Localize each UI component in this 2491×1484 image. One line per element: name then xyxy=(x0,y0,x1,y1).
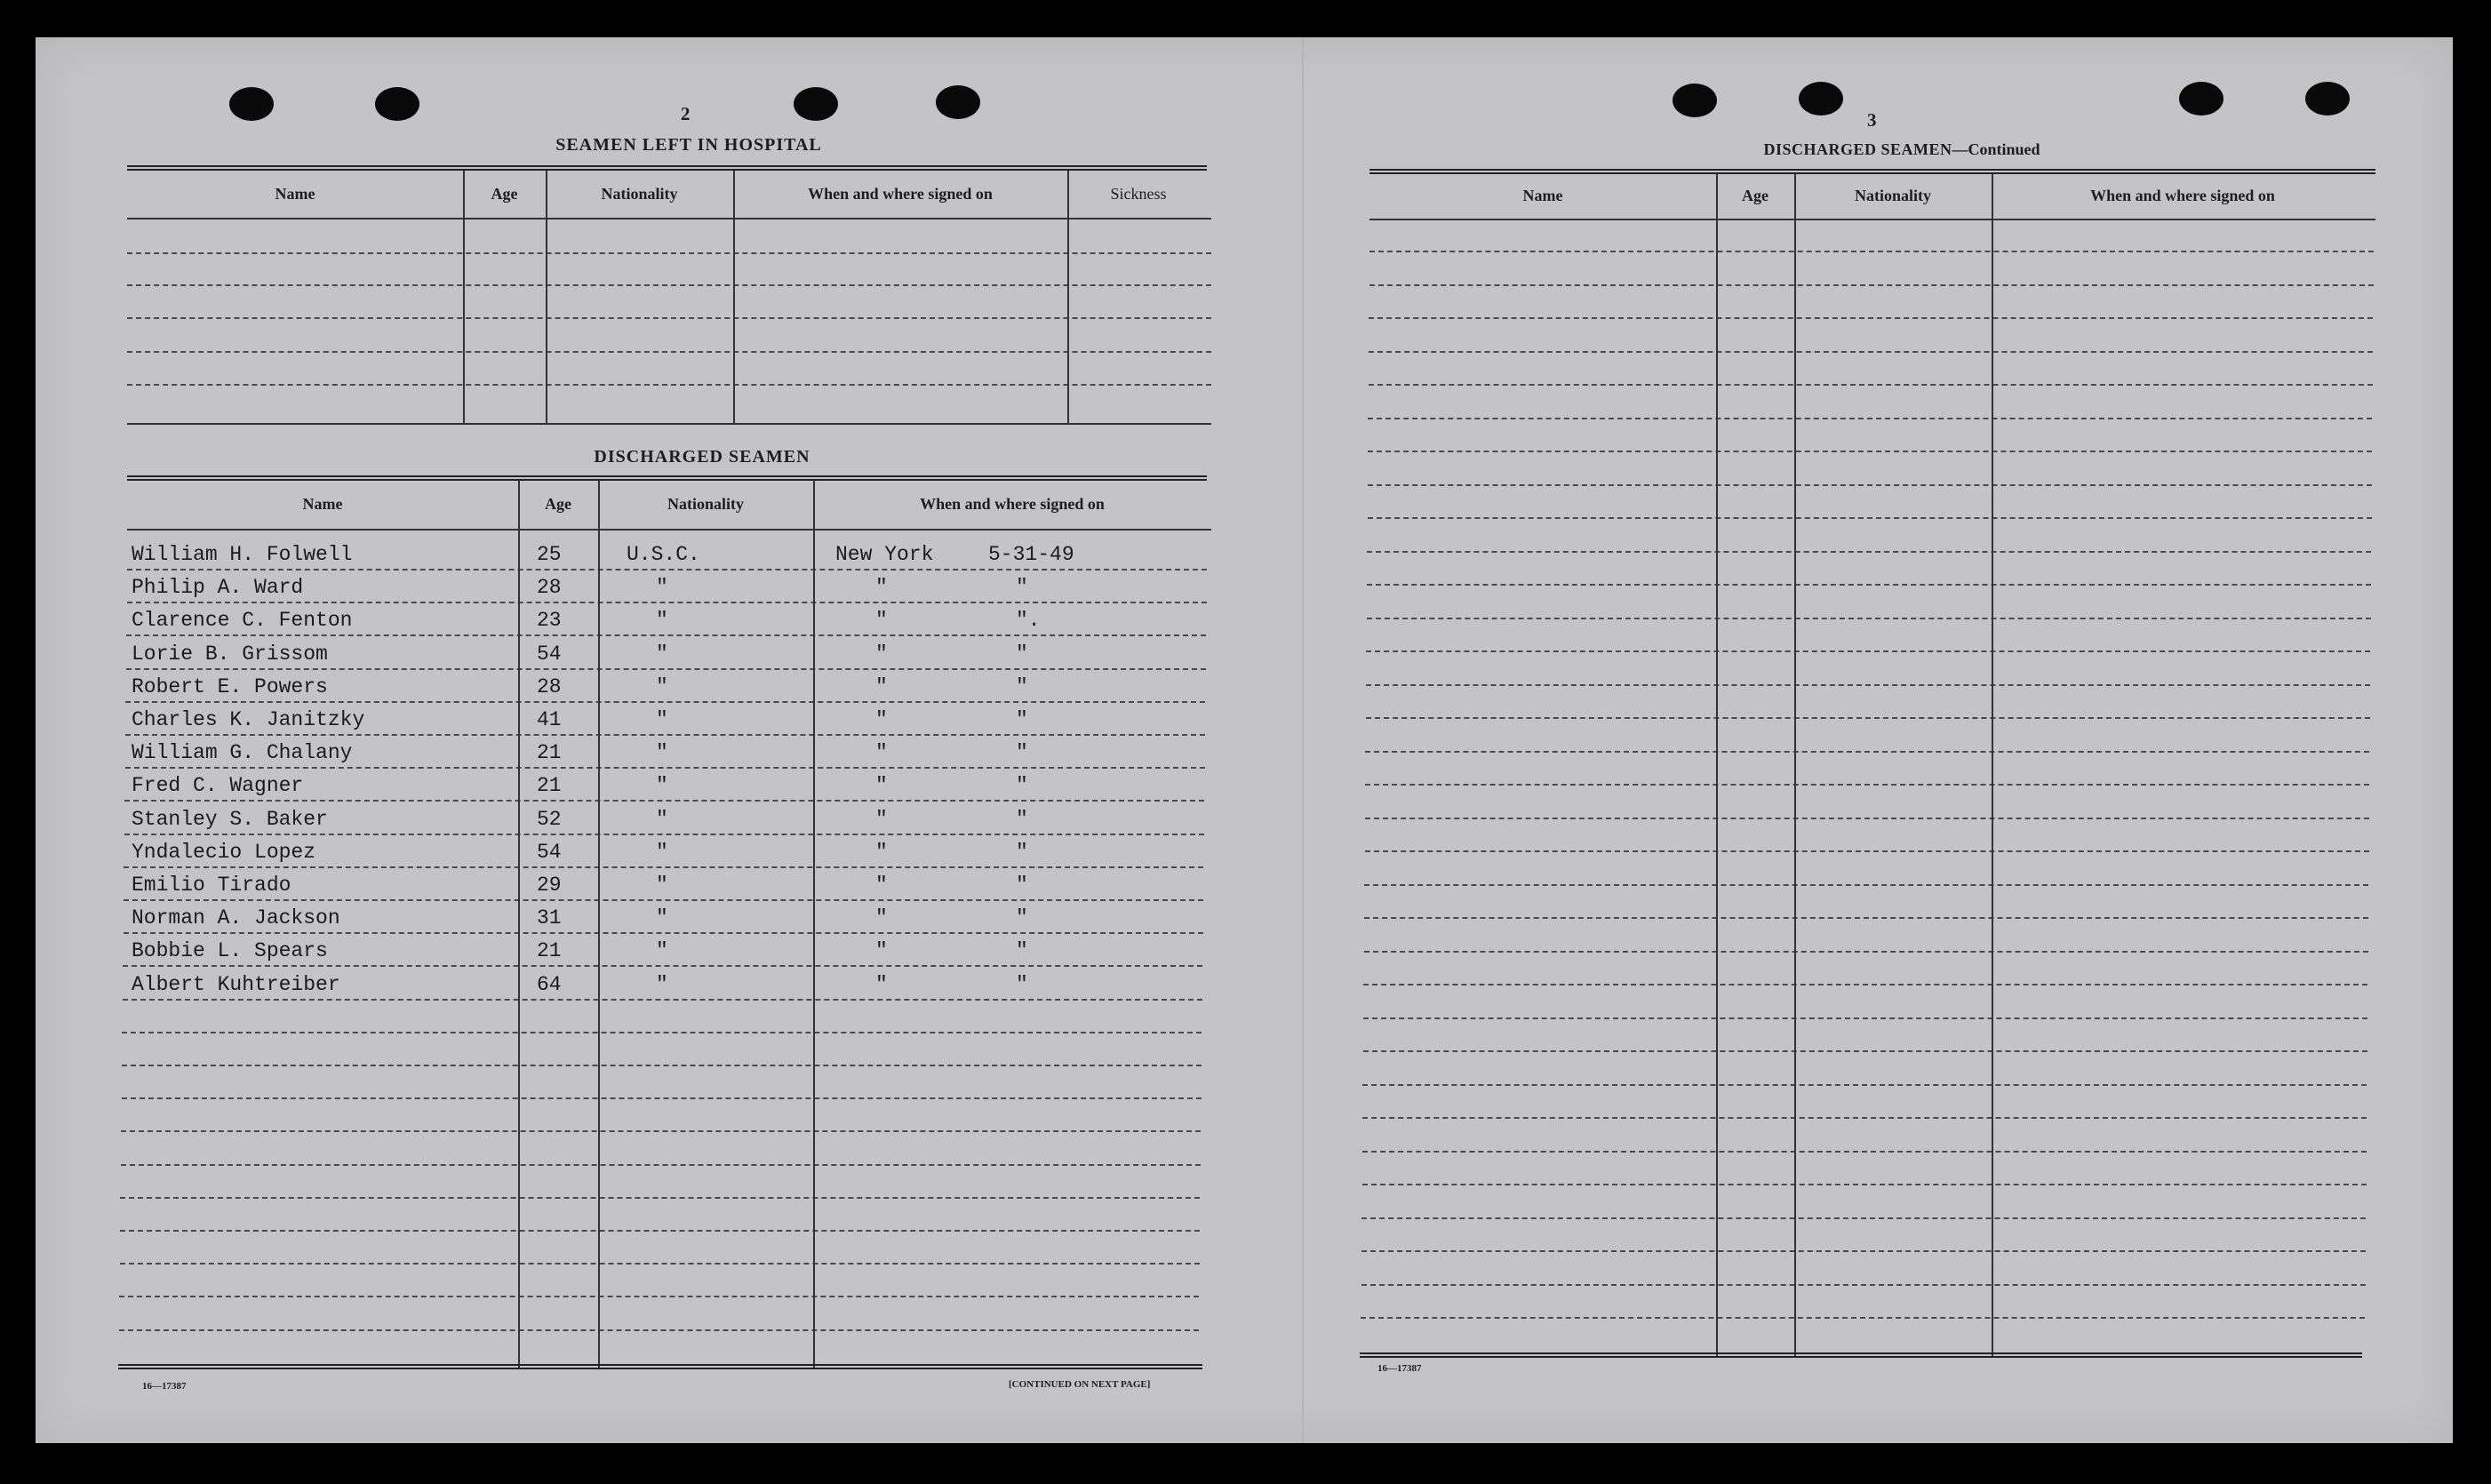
row-rule xyxy=(1366,684,2370,686)
row-signed-place: " xyxy=(875,609,888,632)
right-header-signed-on: When and where signed on xyxy=(2090,187,2275,204)
row-nationality: " xyxy=(656,906,668,929)
row-nationality: " xyxy=(656,808,668,831)
row-age: 54 xyxy=(537,841,562,864)
row-name: Fred C. Wagner xyxy=(132,774,304,797)
row-rule xyxy=(120,1263,1200,1265)
row-rule xyxy=(125,734,1205,736)
row-nationality: " xyxy=(656,939,668,962)
row-signed-place: " xyxy=(875,675,888,698)
row-signed-place: " xyxy=(875,939,888,962)
hospital-row-rule xyxy=(127,284,1211,286)
hospital-header-sickness: Sickness xyxy=(1110,185,1167,203)
row-rule xyxy=(122,1032,1202,1033)
punch-hole xyxy=(794,87,838,121)
row-rule xyxy=(1365,784,2369,786)
row-nationality: " xyxy=(656,642,668,666)
discharged-header-nationality: Nationality xyxy=(667,495,744,513)
row-rule xyxy=(127,569,1207,570)
row-signed-place: " xyxy=(875,841,888,864)
row-name: Emilio Tirado xyxy=(132,874,291,897)
row-rule xyxy=(125,701,1205,703)
discharged-col-divider xyxy=(598,480,600,1368)
row-rule xyxy=(124,866,1203,868)
row-age: 64 xyxy=(537,973,562,996)
row-age: 21 xyxy=(537,774,562,797)
row-signed-date: " xyxy=(1016,939,1028,962)
hospital-col-divider xyxy=(463,171,465,423)
punch-hole xyxy=(1799,82,1843,116)
right-col-divider xyxy=(1992,174,1993,1356)
row-signed-place: " xyxy=(875,708,888,731)
row-rule xyxy=(1367,618,2371,619)
row-rule xyxy=(127,602,1207,603)
row-rule xyxy=(1362,1151,2367,1153)
right-header-rule xyxy=(1369,219,2375,220)
hospital-header-nationality: Nationality xyxy=(601,185,678,203)
row-rule xyxy=(119,1296,1199,1297)
row-nationality: " xyxy=(656,609,668,632)
row-rule xyxy=(1369,351,2373,353)
right-col-divider xyxy=(1794,174,1796,1356)
row-age: 31 xyxy=(537,906,562,929)
row-signed-date: " xyxy=(1016,741,1028,764)
row-rule xyxy=(1367,551,2371,553)
row-rule xyxy=(124,800,1204,802)
discharged-header-rule xyxy=(127,529,1211,531)
row-rule xyxy=(1363,1017,2367,1019)
row-rule xyxy=(1367,584,2371,586)
row-rule xyxy=(121,1130,1201,1132)
row-rule xyxy=(1369,284,2374,286)
hospital-header-rule xyxy=(127,218,1211,219)
hospital-bottom-rule xyxy=(127,423,1211,425)
discharged-table-top-rule xyxy=(127,475,1207,481)
hospital-row-rule xyxy=(127,384,1211,386)
row-rule xyxy=(1369,251,2374,252)
row-name: Norman A. Jackson xyxy=(132,906,340,929)
row-age: 28 xyxy=(537,576,562,599)
row-signed-date: " xyxy=(1016,576,1028,599)
row-signed-place: " xyxy=(875,808,888,831)
discharged-header-signed-on: When and where signed on xyxy=(920,495,1105,513)
row-signed-date: ". xyxy=(1016,609,1041,632)
row-age: 54 xyxy=(537,642,562,666)
row-rule xyxy=(1365,850,2369,852)
row-rule xyxy=(121,1164,1201,1166)
punch-hole xyxy=(936,85,980,119)
page-number-right: 3 xyxy=(1867,109,1877,131)
discharged-continued-title xyxy=(1689,140,2115,159)
row-rule xyxy=(122,1065,1202,1066)
row-rule xyxy=(119,1329,1199,1331)
row-age: 28 xyxy=(537,675,562,698)
row-rule xyxy=(1362,1117,2367,1119)
row-rule xyxy=(1366,717,2370,719)
page-number-left: 2 xyxy=(681,103,691,124)
right-header-nationality: Nationality xyxy=(1854,187,1931,204)
discharged-header-name: Name xyxy=(302,495,343,513)
row-nationality: " xyxy=(656,675,668,698)
row-rule xyxy=(1368,451,2372,452)
row-name: Robert E. Powers xyxy=(132,675,328,698)
row-rule xyxy=(1368,418,2372,419)
row-rule xyxy=(1364,951,2368,953)
row-nationality: " xyxy=(656,576,668,599)
row-age: 23 xyxy=(537,609,562,632)
row-signed-date: " xyxy=(1016,808,1028,831)
hospital-table-top-rule xyxy=(127,165,1207,171)
right-bottom-rule xyxy=(1360,1352,2362,1358)
punch-hole xyxy=(2179,82,2224,116)
hospital-col-divider xyxy=(1067,171,1069,423)
hospital-header-age: Age xyxy=(491,185,518,203)
row-rule xyxy=(122,1097,1202,1099)
row-rule xyxy=(1363,1050,2367,1052)
row-age: 25 xyxy=(537,543,562,566)
row-name: Philip A. Ward xyxy=(132,576,304,599)
discharged-section-title: DISCHARGED SEAMEN xyxy=(594,447,810,467)
row-rule xyxy=(1365,818,2369,819)
row-rule xyxy=(126,634,1206,636)
hospital-header-signed-on: When and where signed on xyxy=(808,185,993,203)
row-rule xyxy=(123,965,1202,967)
row-rule xyxy=(123,999,1202,1001)
page-fold xyxy=(1302,37,1304,1443)
row-signed-place: " xyxy=(875,973,888,996)
row-signed-date: 5-31-49 xyxy=(988,543,1074,566)
row-nationality: " xyxy=(656,841,668,864)
hospital-col-divider xyxy=(546,171,547,423)
right-table-top-rule xyxy=(1369,169,2375,174)
hospital-header-name: Name xyxy=(275,185,315,203)
row-nationality: U.S.C. xyxy=(627,543,700,566)
row-name: Charles K. Janitzky xyxy=(132,708,365,731)
row-signed-place: " xyxy=(875,576,888,599)
row-name: Clarence C. Fenton xyxy=(132,609,353,632)
right-header-name: Name xyxy=(1522,187,1563,204)
row-rule xyxy=(1369,384,2373,386)
row-signed-date: " xyxy=(1016,675,1028,698)
hospital-row-rule xyxy=(127,351,1211,353)
punch-hole xyxy=(1673,84,1717,117)
row-rule xyxy=(120,1197,1200,1199)
discharged-header-age: Age xyxy=(545,495,571,513)
row-name: William G. Chalany xyxy=(132,741,353,764)
discharged-col-divider xyxy=(518,480,520,1368)
form-number-left: 16—17387 xyxy=(142,1381,187,1392)
hospital-section-title: SEAMEN LEFT IN HOSPITAL xyxy=(555,135,822,155)
row-rule xyxy=(1361,1317,2365,1319)
right-col-divider xyxy=(1716,174,1718,1356)
title-continued: —Continued xyxy=(1952,140,2040,158)
row-signed-place: " xyxy=(875,642,888,666)
row-name: William H. Folwell xyxy=(132,543,353,566)
row-signed-date: " xyxy=(1016,874,1028,897)
row-rule xyxy=(1368,484,2372,486)
row-rule xyxy=(1364,884,2368,886)
row-signed-place: " xyxy=(875,741,888,764)
row-rule xyxy=(125,767,1205,769)
row-rule xyxy=(1362,1184,2367,1185)
document-sheet xyxy=(36,37,2453,1443)
punch-hole xyxy=(229,87,274,121)
row-signed-place: " xyxy=(875,874,888,897)
punch-hole xyxy=(2305,82,2350,116)
row-age: 41 xyxy=(537,708,562,731)
row-age: 29 xyxy=(537,874,562,897)
row-rule xyxy=(1368,517,2372,519)
row-rule xyxy=(124,932,1203,934)
row-rule xyxy=(120,1230,1200,1232)
row-signed-date: " xyxy=(1016,906,1028,929)
row-rule xyxy=(1366,650,2370,652)
row-name: Lorie B. Grissom xyxy=(132,642,328,666)
row-rule xyxy=(1361,1217,2366,1219)
discharged-col-divider xyxy=(813,480,815,1368)
row-signed-place: " xyxy=(875,906,888,929)
hospital-row-rule xyxy=(127,252,1211,254)
row-rule xyxy=(1365,751,2369,753)
row-nationality: " xyxy=(656,741,668,764)
row-signed-date: " xyxy=(1016,841,1028,864)
row-signed-date: " xyxy=(1016,708,1028,731)
discharged-bottom-rule xyxy=(118,1364,1202,1369)
row-rule xyxy=(1361,1284,2366,1286)
row-age: 21 xyxy=(537,939,562,962)
hospital-row-rule xyxy=(127,317,1211,319)
row-nationality: " xyxy=(656,708,668,731)
row-rule xyxy=(124,899,1203,901)
right-header-age: Age xyxy=(1742,187,1768,204)
row-age: 21 xyxy=(537,741,562,764)
row-signed-place: " xyxy=(875,774,888,797)
row-name: Stanley S. Baker xyxy=(132,808,328,831)
row-nationality: " xyxy=(656,874,668,897)
continued-note: [CONTINUED ON NEXT PAGE] xyxy=(1009,1379,1151,1390)
row-signed-date: " xyxy=(1016,774,1028,797)
row-age: 52 xyxy=(537,808,562,831)
row-rule xyxy=(1362,1084,2367,1086)
row-name: Albert Kuhtreiber xyxy=(132,973,340,996)
row-signed-place: New York xyxy=(835,543,934,566)
hospital-col-divider xyxy=(733,171,735,423)
row-rule xyxy=(1369,317,2373,319)
row-signed-date: " xyxy=(1016,973,1028,996)
punch-hole xyxy=(375,87,419,121)
title-main: DISCHARGED SEAMEN xyxy=(1763,140,1952,158)
row-signed-date: " xyxy=(1016,642,1028,666)
row-rule xyxy=(1364,917,2368,919)
row-rule xyxy=(1361,1250,2366,1252)
form-number-right: 16—17387 xyxy=(1377,1363,1422,1374)
row-name: Bobbie L. Spears xyxy=(132,939,328,962)
row-rule xyxy=(1363,984,2367,985)
row-rule xyxy=(124,834,1204,835)
row-rule xyxy=(126,668,1206,670)
row-nationality: " xyxy=(656,774,668,797)
row-nationality: " xyxy=(656,973,668,996)
row-name: Yndalecio Lopez xyxy=(132,841,316,864)
